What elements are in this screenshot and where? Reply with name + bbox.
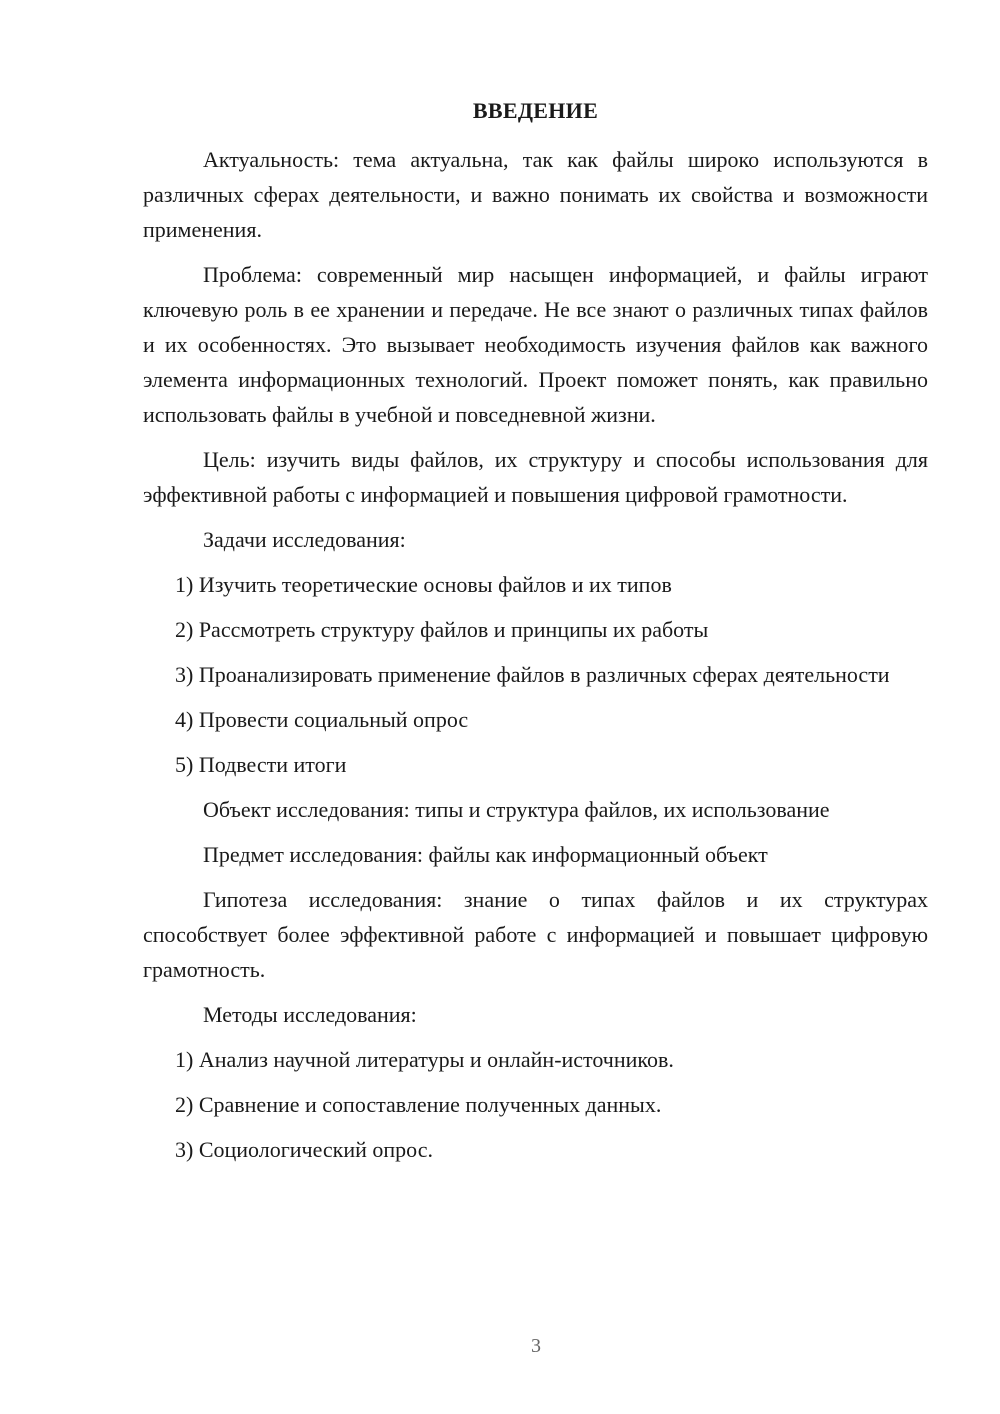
method-item-3: 3) Социологический опрос. xyxy=(175,1137,433,1162)
task-item-4: 4) Провести социальный опрос xyxy=(175,707,469,732)
page-title: ВВЕДЕНИЕ xyxy=(472,98,599,123)
tasks-heading: Задачи исследования: xyxy=(203,527,406,552)
task-item-3: 3) Проанализировать применение файлов в различных сферах деятельности xyxy=(175,662,890,687)
paragraph-goal: Цель: изучить виды файлов, их структуру и способы использования для эффективной работы с информацией и повышения цифровой грамотности. xyxy=(143,447,928,507)
paragraph-relevance: Актуальность: тема актуальна, так как файлы широко используются в различных сферах деятельности, и важно понимать их свойства и возможности применения. xyxy=(143,147,928,242)
paragraph-problem: Проблема: современный мир насыщен информацией, и файлы играют ключевую роль в ее хранении и передаче. Не все знают о различных типах файлов и их особенностях. Это вызывает необходимость изучения файлов как важного элемента информационных технологий. Проект поможет понять, как правильно использовать файлы в учебной и повседневной жизни. xyxy=(143,262,928,427)
method-item-2: 2) Сравнение и сопоставление полученных данных. xyxy=(175,1092,662,1117)
method-item-1: 1) Анализ научной литературы и онлайн-источников. xyxy=(175,1047,674,1072)
task-item-1: 1) Изучить теоретические основы файлов и их типов xyxy=(175,572,672,597)
paragraph-hypothesis: Гипотеза исследования: знание о типах файлов и их структурах способствует более эффективной работе с информацией и повышает цифровую грамотность. xyxy=(143,887,928,982)
methods-heading: Методы исследования: xyxy=(203,1002,417,1027)
page-number: 3 xyxy=(531,1335,541,1357)
paragraph-subject: Предмет исследования: файлы как информационный объект xyxy=(203,842,768,867)
paragraph-object: Объект исследования: типы и структура файлов, их использование xyxy=(203,797,830,822)
body-text xyxy=(143,142,928,1167)
task-item-2: 2) Рассмотреть структуру файлов и принципы их работы xyxy=(175,617,709,642)
task-item-5: 5) Подвести итоги xyxy=(175,752,347,777)
